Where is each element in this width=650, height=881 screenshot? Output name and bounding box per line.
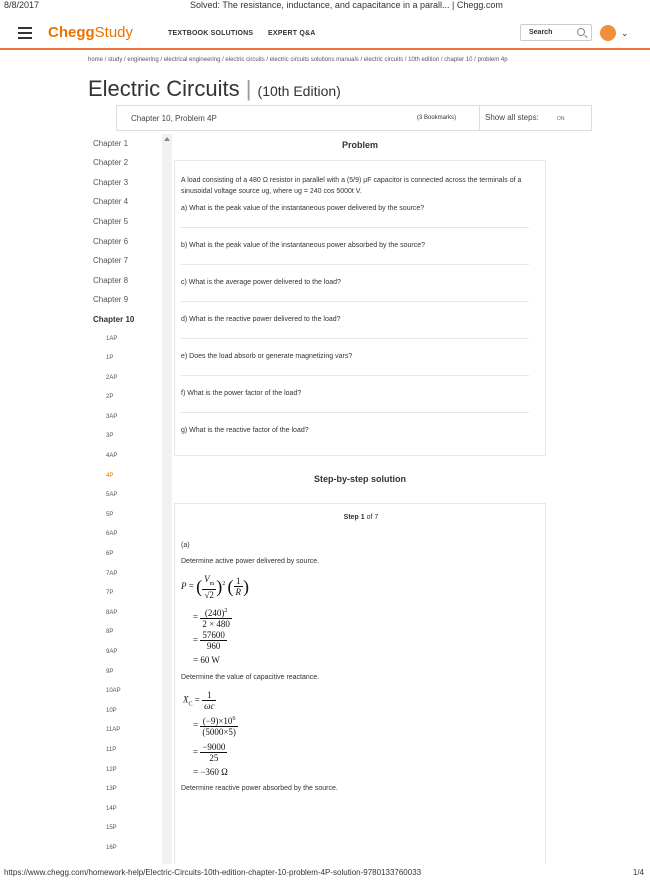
step-box	[174, 503, 546, 864]
solution-text: Determine reactive power absorbed by the source.	[181, 785, 338, 792]
step-label	[175, 514, 547, 521]
divider	[181, 227, 529, 228]
equation-power-formula: P = ( $\frac{V_m}{√2}$ )$^2$ ( $\frac{1}{R}$ )	[181, 574, 249, 600]
print-header	[0, 0, 650, 12]
sidebar-problem-item[interactable]: 1P	[106, 355, 114, 361]
math-symbol: 1	[202, 690, 216, 701]
problem-statement-box	[174, 160, 546, 456]
sidebar-item-chapter-4[interactable]: Chapter 4	[93, 197, 129, 206]
equation-step: = $\frac{(240)^2}{2 \times 480}$	[193, 608, 230, 629]
search-label: Search	[529, 29, 553, 36]
chevron-down-icon[interactable]: ⌄	[621, 28, 629, 38]
sidebar-problem-item[interactable]: 11P	[106, 747, 117, 753]
step-of: of 7	[366, 514, 379, 521]
equation-reactance: $X_C$ = $\frac{1}{\omega c}$	[183, 690, 215, 711]
sidebar-problem-item[interactable]: 9AP	[106, 649, 118, 655]
sidebar-item-chapter-2[interactable]: Chapter 2	[93, 158, 129, 167]
print-title: Solved: The resistance, inductance, and capacitance in a parall... | Chegg.com	[190, 0, 503, 10]
math-symbol: R	[235, 587, 241, 598]
logo-study-text: Study	[94, 24, 134, 41]
math-superscript: 6	[232, 716, 236, 722]
sidebar-problem-item[interactable]: 10AP	[106, 688, 121, 694]
sidebar-problem-item[interactable]: 1AP	[106, 336, 118, 342]
math-symbol: (5000×5)	[202, 727, 236, 737]
math-symbol: (−9)×10	[202, 716, 233, 726]
question-e: e) Does the load absorb or generate magnetizing vars?	[181, 353, 353, 360]
question-g: g) What is the reactive factor of the load?	[181, 427, 309, 434]
sidebar-problem-item[interactable]: 5P	[106, 512, 114, 518]
question-a: a) What is the peak value of the instantaneous power delivered by the source?	[181, 205, 425, 212]
print-date: 8/8/2017	[4, 0, 40, 10]
hamburger-menu-icon[interactable]	[18, 27, 32, 38]
show-all-steps-label: Show all steps:	[485, 113, 539, 122]
sidebar-item-chapter-9[interactable]: Chapter 9	[93, 295, 129, 304]
scroll-up-icon[interactable]	[164, 137, 170, 141]
print-page-number: 1/4	[632, 868, 644, 877]
math-symbol: 25	[209, 753, 219, 763]
math-symbol: ωc	[204, 701, 215, 711]
math-symbol: V	[204, 574, 210, 584]
divider	[181, 412, 529, 413]
math-symbol: 2 × 480	[202, 619, 230, 629]
print-url: https://www.chegg.com/homework-help/Electric-Circuits-10th-edition-chapter-10-problem-4P-solution-9780133760033	[4, 868, 422, 877]
problem-section	[174, 134, 546, 456]
sidebar-problem-item[interactable]: 7P	[106, 590, 114, 596]
sidebar-problem-item[interactable]: 6P	[106, 551, 114, 557]
sidebar-problem-item[interactable]: 8P	[106, 629, 114, 635]
divider	[479, 106, 480, 130]
avatar[interactable]	[600, 25, 616, 41]
sidebar-item-chapter-8[interactable]: Chapter 8	[93, 276, 129, 285]
equation-step: = $\frac{57600}{960}$	[193, 630, 225, 651]
solution-text: Determine active power delivered by source.	[181, 558, 320, 565]
sidebar-item-chapter-5[interactable]: Chapter 5	[93, 217, 129, 226]
search-icon[interactable]	[577, 28, 585, 36]
sidebar-item-chapter-7[interactable]: Chapter 7	[93, 256, 129, 265]
math-symbol: 960	[206, 641, 221, 651]
sidebar-problem-item[interactable]: 9P	[106, 669, 114, 675]
top-navigation	[0, 18, 650, 50]
equation-step: = $\frac{(-9)\times 10^6}{(5000\times 5)}$	[193, 716, 236, 737]
sidebar-item-chapter-10[interactable]: Chapter 10	[93, 315, 135, 324]
equation-result: = −360 Ω	[193, 767, 228, 777]
sidebar-problem-item[interactable]: 3P	[106, 433, 114, 439]
breadcrumb[interactable]: home / study / engineering / electrical engineering / electric circuits / electric circuits solutions manuals / electric circuits / 10th edition / chapter 10 / problem 4p	[88, 57, 508, 63]
math-symbol: √2	[204, 589, 214, 600]
logo-chegg-text: Chegg	[48, 24, 95, 41]
math-symbol: P	[181, 580, 187, 591]
expert-qa-link[interactable]: EXPERT Q&A	[268, 30, 316, 37]
sidebar-problem-item[interactable]: 15P	[106, 825, 117, 831]
problem-title: Chapter 10, Problem 4P	[131, 114, 217, 123]
problem-bar	[116, 105, 592, 131]
equation-result: = 60 W	[193, 655, 220, 665]
problem-statement: A load consisting of a 480 Ω resistor in parallel with a (5/9) μF capacitor is connected across the terminals of a sinusoidal voltage source υg, where υg = 240 cos 5000t V.	[181, 177, 522, 195]
textbook-solutions-link[interactable]: TEXTBOOK SOLUTIONS	[168, 30, 254, 37]
question-f: f) What is the power factor of the load?	[181, 390, 302, 397]
sidebar-item-chapter-6[interactable]: Chapter 6	[93, 237, 129, 246]
divider	[181, 264, 529, 265]
sidebar-problem-item[interactable]: 11AP	[106, 727, 121, 733]
book-edition: (10th Edition)	[257, 83, 341, 99]
sidebar-problem-item[interactable]: 16P	[106, 845, 117, 851]
math-subscript: C	[188, 701, 193, 708]
divider	[181, 338, 529, 339]
sidebar-problem-item[interactable]: 10P	[106, 708, 117, 714]
sidebar-problem-item[interactable]: 13P	[106, 786, 117, 792]
question-b: b) What is the peak value of the instantaneous power absorbed by the source?	[181, 242, 425, 249]
show-all-steps-toggle[interactable]: ON	[557, 116, 565, 122]
math-symbol: −9000	[202, 742, 226, 752]
divider	[181, 301, 529, 302]
sidebar-problem-item[interactable]: 2P	[106, 394, 114, 400]
solution-text: Determine the value of capacitive reactance.	[181, 674, 320, 681]
sidebar-scrollbar[interactable]	[162, 134, 172, 864]
chegg-study-logo[interactable]	[48, 24, 133, 41]
sidebar-problem-item-active[interactable]: 4P	[106, 473, 114, 479]
math-symbol: 57600	[202, 630, 225, 640]
equation-step: = $\frac{-9000}{25}$	[193, 742, 226, 763]
sidebar-problem-item[interactable]: 8AP	[106, 610, 118, 616]
math-symbol: 1	[234, 576, 244, 587]
sidebar-problem-item[interactable]: 12P	[106, 767, 117, 773]
sidebar-problem-item[interactable]: 5AP	[106, 492, 118, 498]
sidebar-problem-item[interactable]: 7AP	[106, 571, 118, 577]
divider	[181, 375, 529, 376]
chapter-sidebar	[88, 134, 174, 864]
sidebar-problem-item[interactable]: 14P	[106, 806, 117, 812]
question-c: c) What is the average power delivered to the load?	[181, 279, 341, 286]
sidebar-problem-item[interactable]: 2AP	[106, 375, 118, 381]
question-d: d) What is the reactive power delivered to the load?	[181, 316, 341, 323]
sidebar-problem-item[interactable]: 4AP	[106, 453, 118, 459]
book-title-text: Electric Circuits	[88, 76, 240, 101]
math-subscript: m	[209, 580, 215, 587]
part-label: (a)	[181, 542, 190, 549]
bookmarks-button[interactable]: (3 Bookmarks)	[417, 115, 457, 121]
step-word: Step	[343, 514, 359, 521]
math-symbol: (240)	[204, 608, 225, 618]
sidebar-item-chapter-1[interactable]: Chapter 1	[93, 139, 129, 148]
sidebar-item-chapter-3[interactable]: Chapter 3	[93, 178, 129, 187]
search-input[interactable]	[520, 24, 592, 41]
print-footer	[0, 868, 650, 880]
page-title: Electric Circuits | (10th Edition)	[88, 76, 341, 101]
problem-heading: Problem	[341, 140, 378, 150]
math-symbol: X	[183, 694, 189, 705]
sidebar-problem-item[interactable]: 3AP	[106, 414, 118, 420]
step-number: 1	[360, 514, 365, 521]
sidebar-problem-item[interactable]: 6AP	[106, 531, 118, 537]
solution-heading: Step-by-step solution	[314, 474, 406, 484]
